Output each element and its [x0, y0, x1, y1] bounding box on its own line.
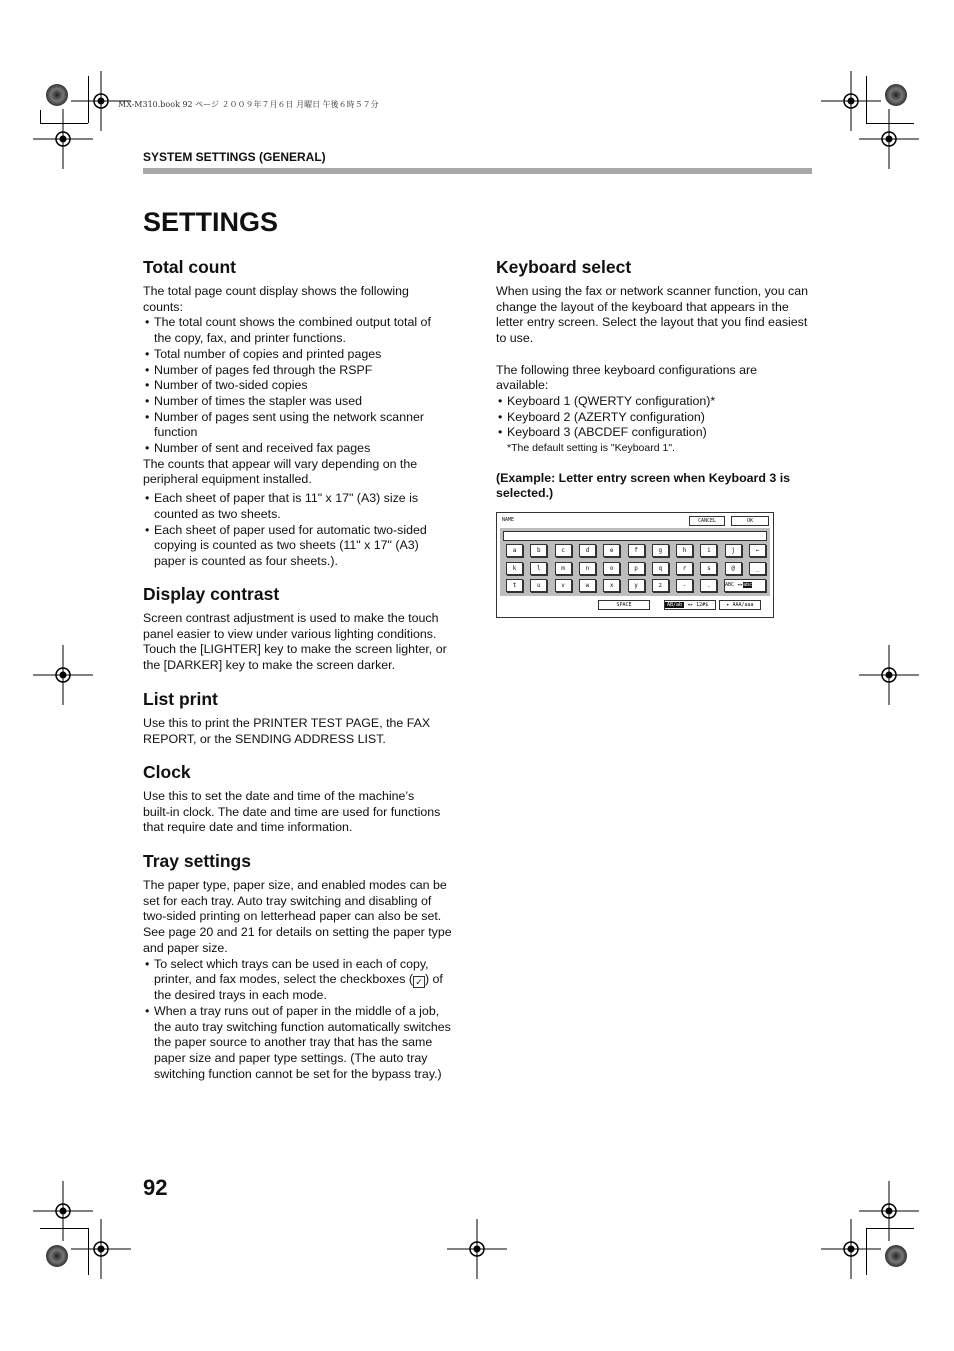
trim-line: [40, 1228, 88, 1229]
display-contrast-text: Screen contrast adjustment is used to make the touch panel easier to view under various lighting conditions. Touch the [LIGHTER] key to make the screen lighter, or the [DARKER] key to make the screen darker.: [143, 611, 447, 673]
key-h[interactable]: h: [676, 544, 693, 557]
intro: The total page count display shows the following counts:: [143, 284, 409, 314]
key-j[interactable]: j: [725, 544, 742, 557]
keyboard-area: [500, 528, 770, 596]
registration-mark-icon: [33, 645, 93, 705]
num-option: 12#$: [696, 602, 709, 608]
tray-settings-body: [143, 878, 458, 1082]
trim-line: [40, 123, 88, 124]
page-number: 92: [143, 1175, 168, 1200]
heading-tray-settings: Tray settings: [143, 851, 251, 871]
name-label: NAME: [502, 517, 515, 523]
list-item: • Keyboard 3 (ABCDEF configuration): [496, 425, 812, 441]
page-title: SETTINGS: [143, 207, 279, 237]
text: When using the fax or network scanner function, you can change the layout of the keyboard that appears in the letter entry screen. Select the layout that you find easiest to use.: [496, 284, 809, 346]
registration-mark-icon: [859, 109, 919, 169]
case-toggle[interactable]: AB/ab ◂▸ 12#$: [664, 600, 716, 610]
running-header: SYSTEM SETTINGS (GENERAL): [143, 150, 326, 164]
list-item: • The total count shows the combined output total of the copy, fax, and printer functions.: [143, 315, 443, 346]
color-target-icon: [885, 84, 907, 106]
trim-line: [88, 1228, 89, 1275]
key-f[interactable]: f: [628, 544, 645, 557]
example-caption: (Example: Letter entry screen when Keyboard 3 is selected.): [496, 470, 791, 501]
key-s[interactable]: s: [700, 562, 717, 575]
key-r[interactable]: r: [676, 562, 693, 575]
text: ) of the desired trays in each mode.: [154, 972, 443, 1003]
list-item: • Each sheet of paper used for automatic two-sided copying is counted as two sheets (11" x 17" (A3) paper is counted as four sheets.).: [143, 523, 443, 570]
key-backspace[interactable]: ←: [749, 544, 766, 557]
trim-line: [88, 76, 89, 123]
heading-keyboard-select: Keyboard select: [496, 257, 632, 277]
key-@[interactable]: @: [725, 562, 742, 575]
total-count-body: [143, 284, 443, 570]
list-item: • Keyboard 2 (AZERTY configuration): [496, 410, 812, 426]
print-metadata: MX-M310.book 92 ページ ２００９年７月６日 月曜日 午後６時５７分: [118, 100, 379, 109]
trim-line: [40, 110, 41, 123]
list-item: • Number of pages fed through the RSPF: [143, 363, 443, 379]
key-a[interactable]: a: [506, 544, 523, 557]
clock-text: Use this to set the date and time of the machine’s built-in clock. The date and time are used for functions that require date and time information.: [143, 789, 441, 835]
ok-button[interactable]: OK: [731, 516, 769, 526]
key-.[interactable]: .: [700, 579, 717, 592]
key-q[interactable]: q: [652, 562, 669, 575]
key-_[interactable]: _: [749, 562, 766, 575]
registration-mark-icon: [33, 109, 93, 169]
ab-option: AB/ab: [667, 602, 683, 608]
key-l[interactable]: l: [530, 562, 547, 575]
list-item: • Number of two-sided copies: [143, 378, 443, 394]
letter-entry-screen: [496, 512, 774, 618]
color-target-icon: [885, 1245, 907, 1267]
name-input[interactable]: [503, 531, 767, 541]
key-b[interactable]: b: [530, 544, 547, 557]
registration-mark-icon: [859, 645, 919, 705]
abc-selected: abc: [743, 582, 753, 588]
key-d[interactable]: d: [579, 544, 596, 557]
key-y[interactable]: y: [628, 579, 645, 592]
trim-line: [866, 123, 914, 124]
list-item: • Keyboard 1 (QWERTY configuration)*: [496, 394, 812, 410]
mid-text: The counts that appear will vary depending on the peripheral equipment installed.: [143, 456, 418, 487]
keyboard-body: [496, 284, 812, 502]
list-item: • When a tray runs out of paper in the middle of a job, the auto tray switching function automatically switches the paper source to another tray that has the same paper size and paper type settings. (The auto tray switching function cannot be set for the bypass tray.): [143, 1004, 458, 1083]
key-k[interactable]: k: [506, 562, 523, 575]
aaa-button[interactable]: ▸ AAA/aaa: [719, 600, 761, 610]
key-w[interactable]: w: [579, 579, 596, 592]
abc-toggle[interactable]: ABC ◂▸abc: [724, 579, 766, 592]
tray-text: The paper type, paper size, and enabled modes can be set for each tray. Auto tray switching and disabling of two-sided printing on letterhead paper can also be set. See page 20 and 21 for details on setting the paper type and paper size.: [143, 878, 452, 955]
space-button[interactable]: SPACE: [598, 600, 650, 610]
key-u[interactable]: u: [530, 579, 547, 592]
key--[interactable]: -: [676, 579, 693, 592]
color-target-icon: [46, 84, 68, 106]
key-z[interactable]: z: [652, 579, 669, 592]
key-p[interactable]: p: [628, 562, 645, 575]
trim-line: [866, 1228, 867, 1275]
heading-list-print: List print: [143, 689, 218, 709]
list-item: • Number of sent and received fax pages: [143, 441, 443, 457]
text: To select which trays can be used in each of copy, printer, and fax modes, select the checkboxes (: [154, 956, 429, 987]
cancel-button[interactable]: CANCEL: [689, 516, 725, 526]
list-item: • Each sheet of paper that is 11" x 17" (A3) size is counted as two sheets.: [143, 491, 443, 522]
list-item: • Number of times the stapler was used: [143, 394, 443, 410]
list-item: • Total number of copies and printed pages: [143, 347, 443, 363]
key-i[interactable]: i: [700, 544, 717, 557]
key-c[interactable]: c: [555, 544, 572, 557]
key-g[interactable]: g: [652, 544, 669, 557]
trim-line: [866, 1228, 914, 1229]
text: The following three keyboard configurations are available:: [496, 362, 758, 393]
key-x[interactable]: x: [603, 579, 620, 592]
heading-clock: Clock: [143, 762, 191, 782]
key-e[interactable]: e: [603, 544, 620, 557]
footnote: *The default setting is "Keyboard 1".: [507, 442, 675, 455]
key-v[interactable]: v: [555, 579, 572, 592]
list-item: • Number of pages sent using the network scanner function: [143, 410, 443, 441]
key-o[interactable]: o: [603, 562, 620, 575]
registration-mark-icon: [447, 1219, 507, 1279]
key-n[interactable]: n: [579, 562, 596, 575]
checkbox-icon: ✓: [413, 976, 425, 988]
trim-line: [866, 76, 867, 123]
aaa-label: AAA/aaa: [732, 602, 754, 608]
abc-option: ABC: [725, 582, 735, 588]
list-print-text: Use this to print the PRINTER TEST PAGE, the FAX REPORT, or the SENDING ADDRESS LIST.: [143, 716, 431, 746]
key-m[interactable]: m: [555, 562, 572, 575]
heading-total-count: Total count: [143, 257, 236, 277]
heading-display-contrast: Display contrast: [143, 584, 280, 604]
list-item: [143, 957, 458, 1004]
color-target-icon: [46, 1245, 68, 1267]
key-t[interactable]: t: [506, 579, 523, 592]
header-rule: [143, 168, 812, 174]
